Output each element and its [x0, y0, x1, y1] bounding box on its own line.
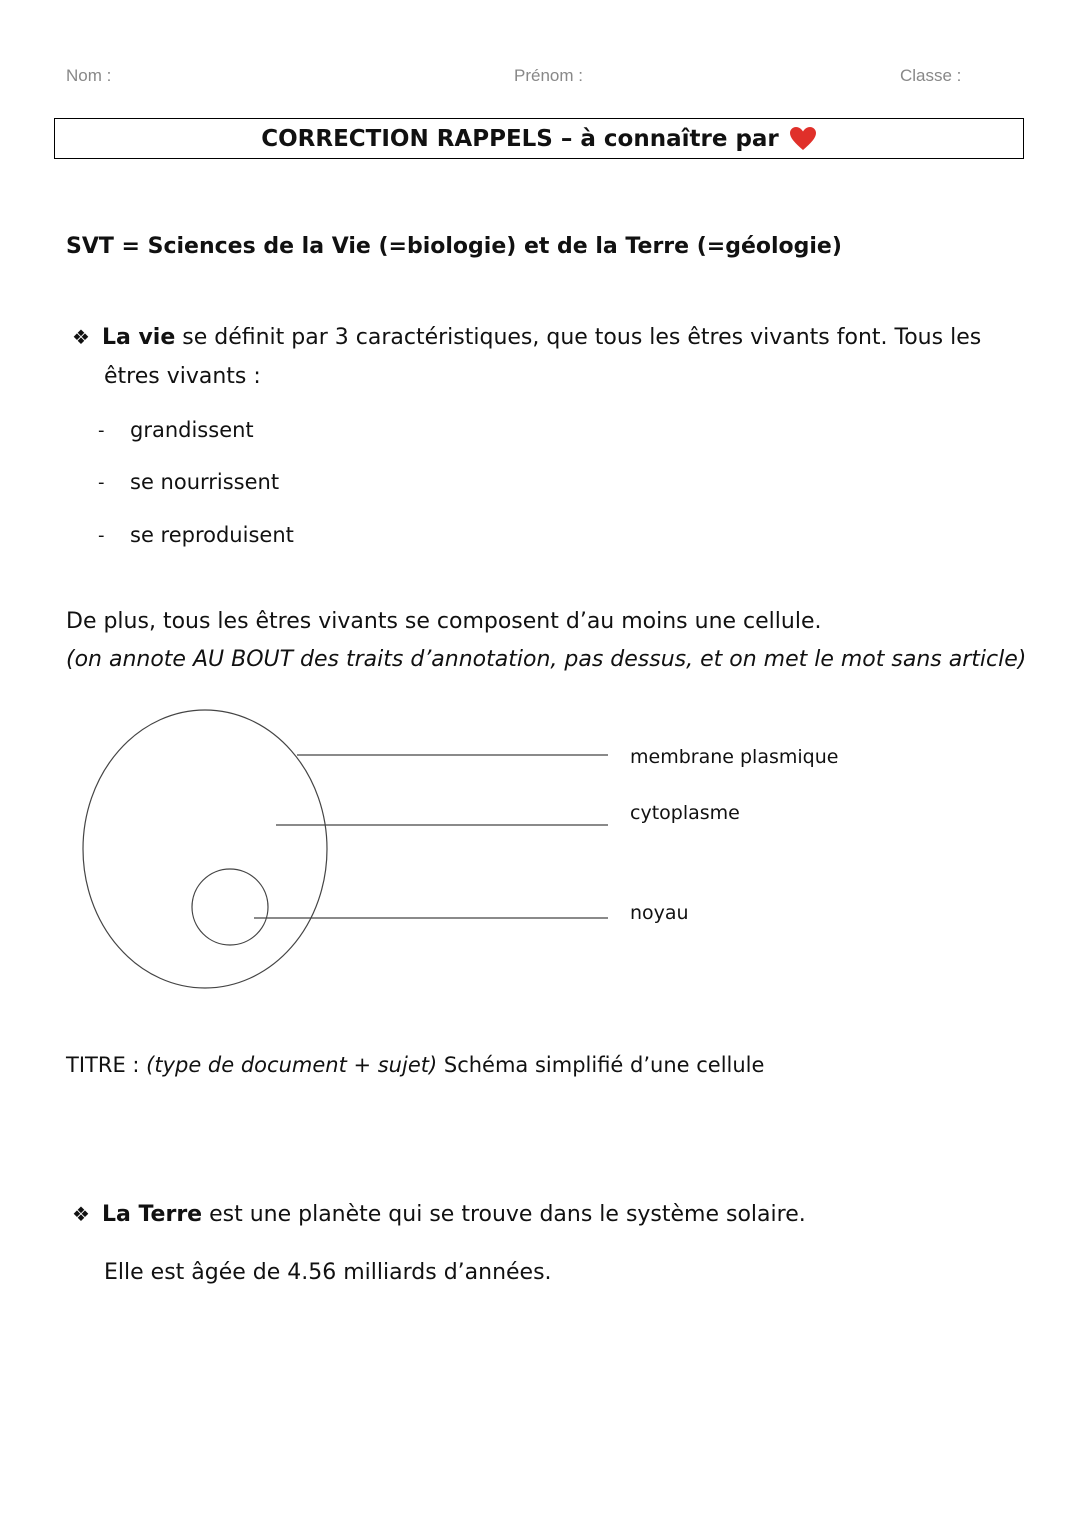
diagram-title-italic: (type de document + sujet)	[146, 1053, 438, 1077]
title-box	[54, 118, 1024, 159]
classe-label: Classe :	[900, 66, 962, 85]
vie-bullet-line	[72, 325, 981, 350]
diagram-title	[66, 1053, 764, 1077]
list-item: grandissent	[130, 418, 254, 442]
vie-lead-text: se définit par 3 caractéristiques, que tous les êtres vivants font. Tous les	[175, 325, 982, 350]
label-membrane: membrane plasmique	[630, 746, 839, 768]
diamond-bullet-icon: ❖	[72, 1202, 90, 1226]
vie-lead-bold: La vie	[101, 325, 176, 350]
terre-age: Elle est âgée de 4.56 milliards d’années.	[104, 1260, 552, 1285]
heart-icon	[789, 126, 817, 152]
annotation-note: (on annote AU BOUT des traits d’annotation, pas dessus, et on met le mot sans article)	[66, 647, 1027, 672]
svt-definition: SVT = Sciences de la Vie (=biologie) et de la Terre (=géologie)	[66, 234, 842, 259]
list-dash: -	[98, 420, 105, 441]
prenom-label: Prénom :	[514, 66, 583, 85]
list-dash: -	[98, 525, 105, 546]
list-item: se reproduisent	[130, 523, 294, 547]
page-title	[261, 126, 817, 152]
cell-membrane-outline	[83, 710, 327, 988]
list-dash: -	[98, 472, 105, 493]
label-nucleus: noyau	[630, 902, 689, 924]
vie-continuation: êtres vivants :	[104, 364, 261, 389]
diagram-title-prefix: TITRE :	[66, 1053, 147, 1077]
terre-bullet-line	[72, 1202, 806, 1227]
label-cytoplasm: cytoplasme	[630, 802, 740, 824]
terre-lead-text: est une planète qui se trouve dans le système solaire.	[202, 1202, 806, 1227]
nucleus-outline	[192, 869, 268, 945]
diagram-title-text: Schéma simplifié d’une cellule	[437, 1053, 765, 1077]
cell-diagram	[0, 700, 1080, 1000]
list-item: se nourrissent	[130, 470, 280, 494]
page-title-text: CORRECTION RAPPELS – à connaître par	[261, 125, 779, 152]
nom-label: Nom :	[66, 66, 112, 85]
diamond-bullet-icon: ❖	[72, 325, 90, 349]
cell-paragraph: De plus, tous les êtres vivants se composent d’au moins une cellule.	[66, 609, 822, 634]
terre-lead-bold: La Terre	[101, 1202, 203, 1227]
